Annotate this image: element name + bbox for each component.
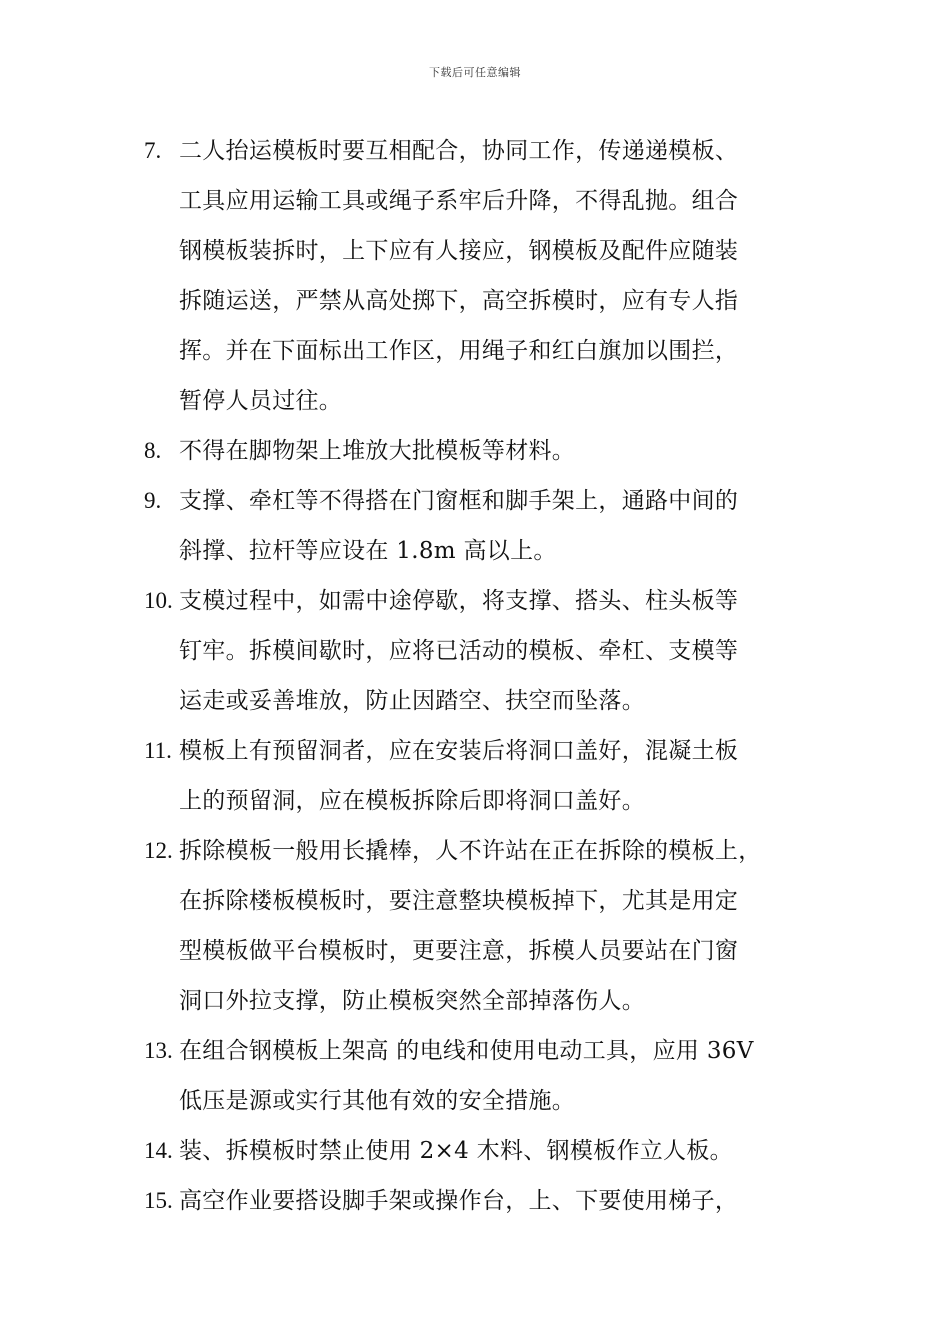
page-header: 下载后可任意编辑	[429, 66, 521, 79]
item-number: 7.	[144, 138, 162, 163]
text-line: 支撑、牵杠等不得搭在门窗框和脚手架上，通路中间的	[179, 488, 739, 514]
text-line: 运走或妥善堆放，防止因踏空、扶空而坠落。	[179, 688, 645, 714]
list-item	[144, 1026, 824, 1126]
text-line: 装、拆模板时禁止使用 2×4 木料、钢模板作立人板。	[179, 1138, 733, 1164]
safety-rules-list	[144, 126, 824, 1226]
text-line: 支模过程中，如需中途停歇，将支撑、搭头、柱头板等	[179, 588, 739, 614]
item-text	[179, 1126, 824, 1176]
text-line: 型模板做平台模板时，更要注意，拆模人员要站在门窗	[179, 938, 739, 964]
text-line: 在组合钢模板上架高 的电线和使用电动工具，应用 36V	[179, 1038, 754, 1064]
text-line: 暂停人员过往。	[179, 388, 343, 414]
text-line: 不得在脚物架上堆放大批模板等材料。	[179, 438, 576, 464]
text-line: 拆随运送，严禁从高处掷下，高空拆模时，应有专人指	[179, 288, 739, 314]
list-item	[144, 826, 824, 1026]
text-line: 钢模板装拆时，上下应有人接应，钢模板及配件应随装	[179, 238, 739, 264]
item-number: 15.	[144, 1188, 173, 1213]
text-line: 上的预留洞，应在模板拆除后即将洞口盖好。	[179, 788, 645, 814]
list-item	[144, 476, 824, 576]
text-line: 斜撑、拉杆等应设在 1.8m 高以上。	[179, 538, 557, 564]
list-item	[144, 1176, 824, 1226]
item-text	[179, 826, 824, 1026]
list-item	[144, 1126, 824, 1176]
item-number: 11.	[144, 738, 172, 763]
list-item	[144, 576, 824, 726]
item-number: 14.	[144, 1138, 173, 1163]
list-item	[144, 726, 824, 826]
list-item	[144, 126, 824, 426]
text-line: 拆除模板一般用长撬棒，人不许站在正在拆除的模板上，	[179, 838, 762, 864]
list-item	[144, 426, 824, 476]
text-line: 高空作业要搭设脚手架或操作台，上、下要使用梯子，	[179, 1188, 739, 1214]
item-text	[179, 1026, 824, 1126]
text-line: 钉牢。拆模间歇时，应将已活动的模板、牵杠、支模等	[179, 638, 739, 664]
item-text	[179, 576, 824, 726]
text-line: 洞口外拉支撑，防止模板突然全部掉落伤人。	[179, 988, 645, 1014]
item-text	[179, 476, 824, 576]
item-text	[179, 1176, 824, 1226]
text-line: 二人抬运模板时要互相配合，协同工作，传递递模板、	[179, 138, 739, 164]
item-text	[179, 726, 824, 826]
item-number: 9.	[144, 488, 162, 513]
text-line: 工具应用运输工具或绳子系牢后升降，不得乱抛。组合	[179, 188, 739, 214]
item-number: 10.	[144, 588, 173, 613]
text-line: 低压是源或实行其他有效的安全措施。	[179, 1088, 576, 1114]
text-line: 在拆除楼板模板时，要注意整块模板掉下，尤其是用定	[179, 888, 739, 914]
item-text	[179, 426, 824, 476]
item-number: 13.	[144, 1038, 173, 1063]
text-line: 模板上有预留洞者，应在安装后将洞口盖好，混凝土板	[179, 738, 739, 764]
item-number: 8.	[144, 438, 162, 463]
item-text	[179, 126, 824, 426]
item-number: 12.	[144, 838, 173, 863]
text-line: 挥。并在下面标出工作区，用绳子和红白旗加以围拦，	[179, 338, 739, 364]
